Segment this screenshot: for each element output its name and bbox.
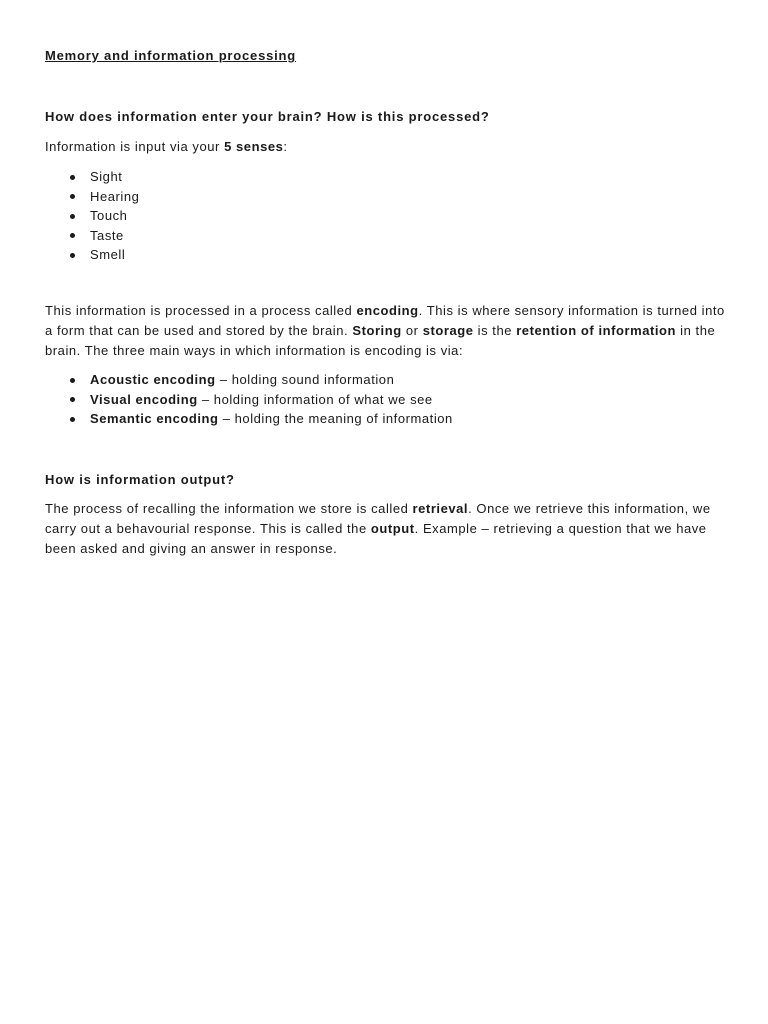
output-text-1: The process of recalling the information we store is called xyxy=(45,501,413,516)
list-item-text: Hearing xyxy=(90,188,140,204)
list-item xyxy=(45,370,453,390)
list-item-text: Touch xyxy=(90,208,128,223)
encoding-type-desc: – holding sound information xyxy=(215,372,395,387)
encoding-text-3: or xyxy=(401,323,423,338)
list-item xyxy=(45,390,453,410)
encoding-types-list xyxy=(45,370,453,429)
bullet-icon xyxy=(70,397,75,402)
list-item xyxy=(45,245,139,265)
output-term: output xyxy=(370,521,415,536)
encoding-type-name: Semantic encoding xyxy=(90,411,219,426)
encoding-text-1: This information is processed in a process called xyxy=(45,303,357,318)
retrieval-term: retrieval xyxy=(412,501,469,516)
document-title: Memory and information processing xyxy=(45,48,297,63)
encoding-type-name: Acoustic encoding xyxy=(90,372,216,387)
list-item-text: Taste xyxy=(90,227,124,243)
senses-intro-end: : xyxy=(283,139,288,154)
bullet-icon xyxy=(70,233,75,238)
list-item xyxy=(45,167,139,187)
section-heading-output: How is information output? xyxy=(45,472,235,487)
encoding-type-desc: – holding information of what we see xyxy=(197,391,433,407)
list-item-text: Smell xyxy=(90,247,126,262)
bullet-icon xyxy=(70,175,75,180)
senses-bold-term: 5 senses xyxy=(224,139,284,154)
bullet-icon xyxy=(70,214,75,219)
list-item-text: Sight xyxy=(90,169,123,184)
output-paragraph xyxy=(45,499,725,559)
storage-term: storage xyxy=(422,323,474,338)
encoding-type-desc: – holding the meaning of information xyxy=(218,411,453,426)
bullet-icon xyxy=(70,378,75,383)
bullet-icon xyxy=(70,194,75,199)
output-text-2: . Once we retrieve this information, we carry out a behavourial response. This is called the xyxy=(45,501,711,536)
list-item xyxy=(45,187,139,207)
senses-intro-paragraph xyxy=(45,137,725,157)
list-item xyxy=(45,206,139,226)
senses-intro-text: Information is input via your xyxy=(45,139,225,154)
encoding-paragraph xyxy=(45,301,725,361)
bullet-icon xyxy=(70,417,75,422)
senses-list xyxy=(45,167,139,265)
output-text-3: . Example – retrieving a question that we have been asked and giving an answer in response. xyxy=(45,521,707,556)
retention-term: retention of information xyxy=(516,323,677,338)
encoding-term: encoding xyxy=(356,303,419,318)
encoding-text-4: is the xyxy=(473,323,517,338)
list-item xyxy=(45,226,139,246)
list-item xyxy=(45,409,453,429)
bullet-icon xyxy=(70,253,75,258)
encoding-text-5: in the brain. The three main ways in which information is encoding is via: xyxy=(45,323,716,358)
section-heading-input: How does information enter your brain? How is this processed? xyxy=(45,109,490,124)
encoding-type-name: Visual encoding xyxy=(90,391,198,407)
storing-term: Storing xyxy=(352,323,402,338)
encoding-text-2: . This is where sensory information is turned into a form that can be used and stored by the brain. xyxy=(45,303,725,338)
